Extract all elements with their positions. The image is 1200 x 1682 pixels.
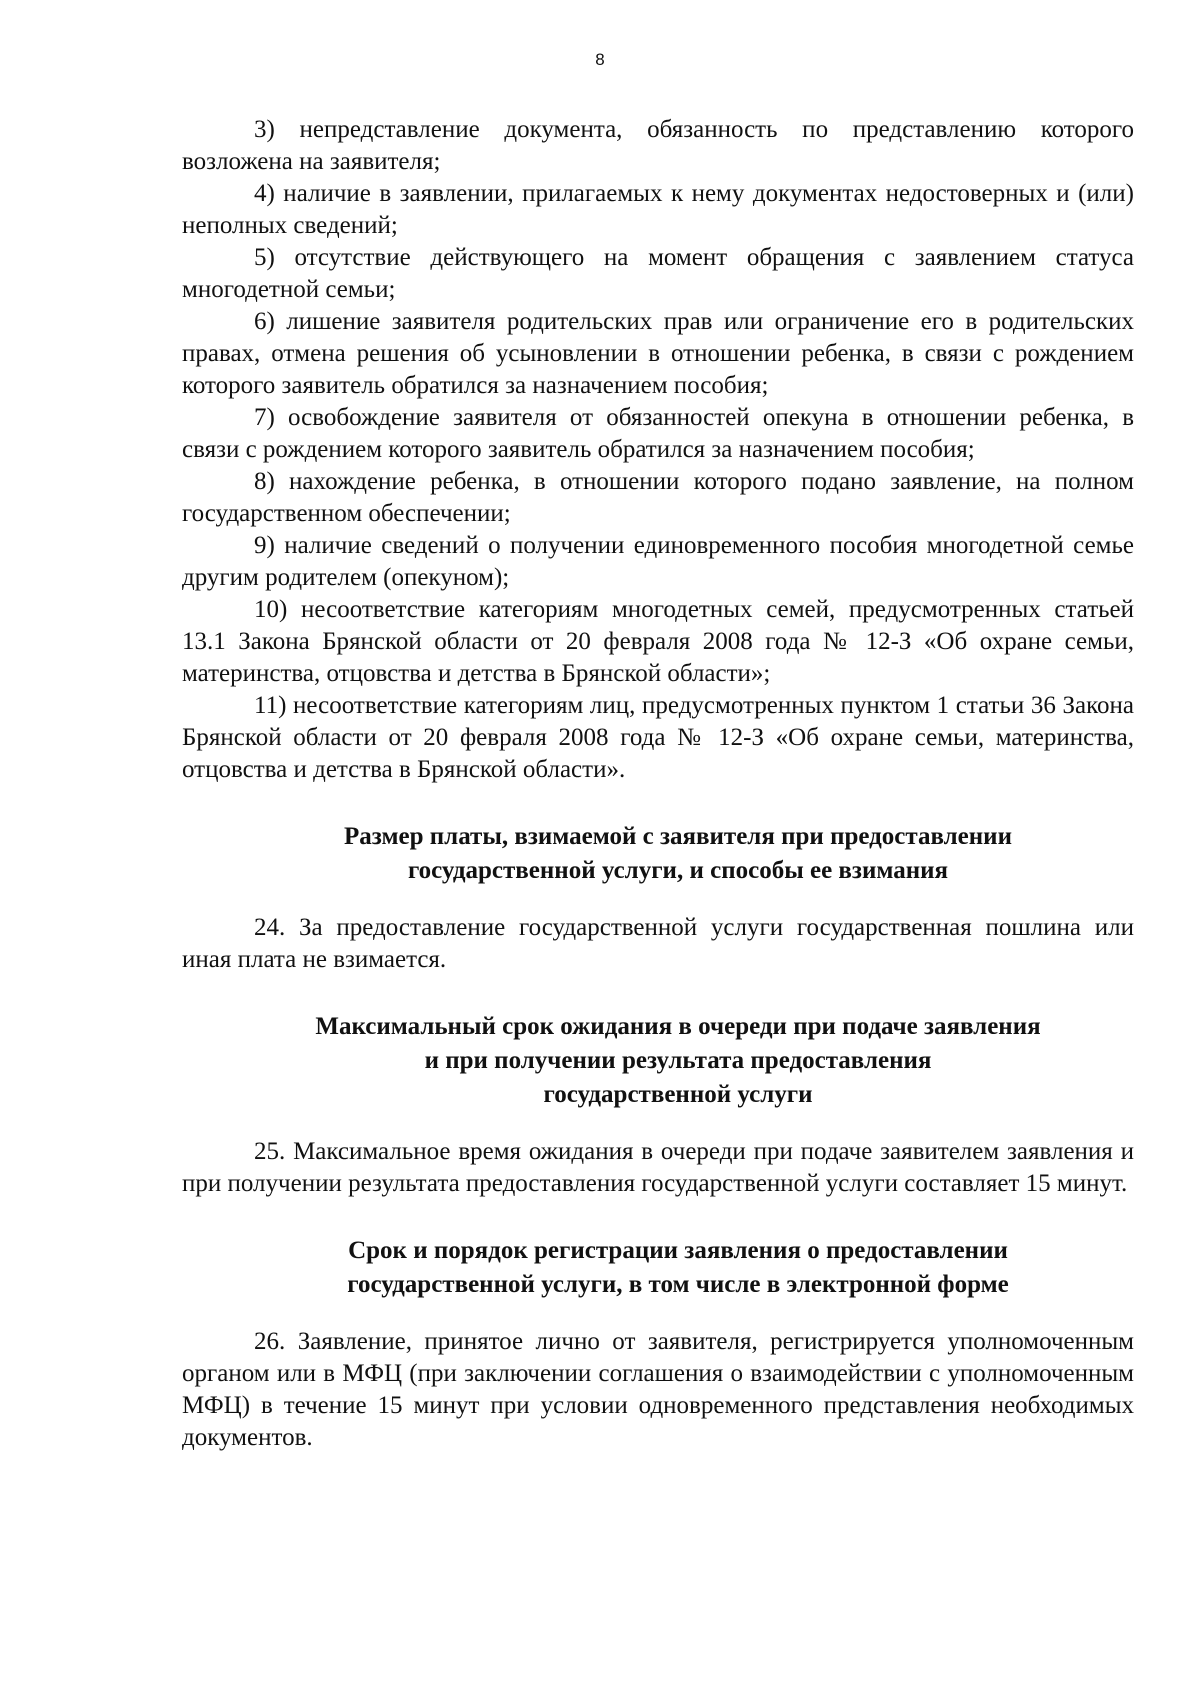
paragraph-24: 24. За предоставление государственной услуги государственная пошлина или иная плата не взимается. (182, 914, 1134, 973)
section-heading-registration (182, 1234, 1134, 1302)
section-heading-fee (182, 820, 1134, 888)
heading-line: Срок и порядок регистрации заявления о предоставлении (348, 1237, 1008, 1264)
list-item-10: 10) несоответствие категориям многодетных семей, предусмотренных статьей 13.1 Закона Брянской области от 20 февраля 2008 года № 12-З «Об охране семьи, материнства, отцовства и детства в Брянской области»; (182, 596, 1134, 687)
list-item-11: 11) несоответствие категориям лиц, предусмотренных пунктом 1 статьи 36 Закона Брянской области от 20 февраля 2008 года № 12-З «Об охране семьи, материнства, отцовства и детства в Брянской области». (182, 692, 1134, 783)
page-number: 8 (595, 50, 605, 69)
heading-line: государственной услуги (543, 1081, 813, 1108)
list-item-3: 3) непредставление документа, обязанность по представлению которого возложена на заявителя; (182, 116, 1134, 175)
list-item-7: 7) освобождение заявителя от обязанностей опекуна в отношении ребенка, в связи с рождением которого заявитель обратился за назначением пособия; (182, 404, 1134, 463)
list-item-9: 9) наличие сведений о получении единовременного пособия многодетной семье другим родителем (опекуном); (182, 532, 1134, 591)
paragraph-26: 26. Заявление, принятое лично от заявителя, регистрируется уполномоченным органом или в МФЦ (при заключении соглашения о взаимодействии с уполномоченным МФЦ) в течение 15 минут при условии одновременного представления необходимых документов. (182, 1328, 1134, 1451)
list-item-4: 4) наличие в заявлении, прилагаемых к нему документах недостоверных и (или) неполных сведений; (182, 180, 1134, 239)
list-item-6: 6) лишение заявителя родительских прав или ограничение его в родительских правах, отмена решения об усыновлении в отношении ребенка, в связи с рождением которого заявитель обратился за назначением пособия; (182, 308, 1134, 399)
heading-line: Размер платы, взимаемой с заявителя при предоставлении (344, 823, 1012, 850)
list-item-5: 5) отсутствие действующего на момент обращения с заявлением статуса многодетной семьи; (182, 244, 1134, 303)
heading-line: государственной услуги, в том числе в электронной форме (347, 1271, 1009, 1298)
page-content (182, 114, 1134, 1454)
list-item-8: 8) нахождение ребенка, в отношении которого подано заявление, на полном государственном обеспечении; (182, 468, 1134, 527)
paragraph-25: 25. Максимальное время ожидания в очереди при подаче заявителем заявления и при получении результата предоставления государственной услуги составляет 15 минут. (182, 1138, 1134, 1197)
section-heading-queue-time (182, 1010, 1134, 1112)
heading-line: и при получении результата предоставления (424, 1047, 932, 1074)
heading-line: государственной услуги, и способы ее взимания (407, 857, 949, 884)
heading-line: Максимальный срок ожидания в очереди при подаче заявления (315, 1013, 1041, 1040)
